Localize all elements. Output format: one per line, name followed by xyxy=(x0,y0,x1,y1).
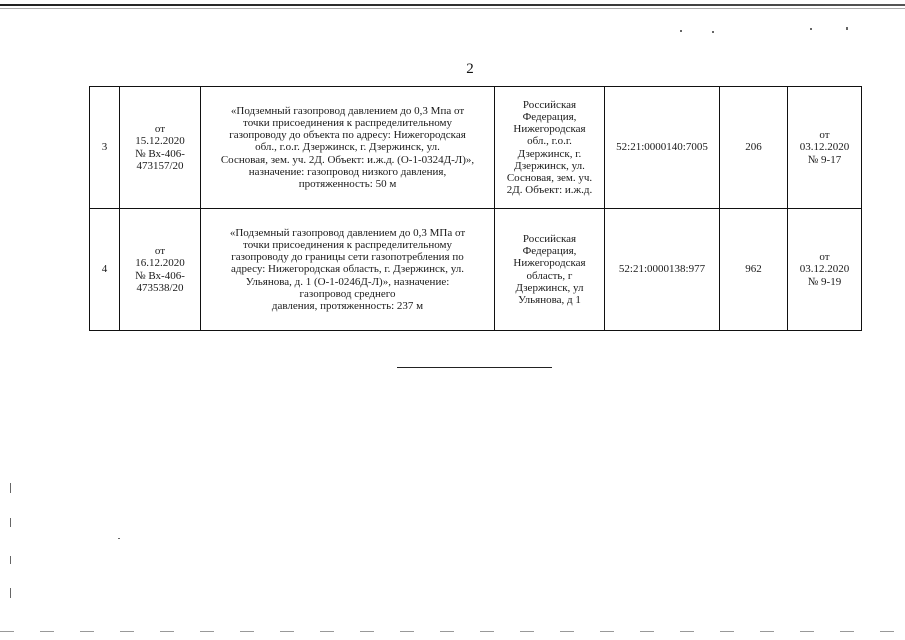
registry-table xyxy=(89,86,862,331)
scan-speck xyxy=(846,27,848,30)
request-date: от 16.12.2020 № Вх-406- 473538/20 xyxy=(120,209,201,331)
object-description: «Подземный газопровод давлением до 0,3 МПа от точки присоединения к распределительному газопроводу до границы сети газопотребления по адресу: Нижегородская область, г. Дзержинск, ул. Ульянова, д. 1 (О-1-0246Д-Л)», назначение: газопровод среднего давления, протяженность: 237 м xyxy=(201,209,495,331)
scan-speck xyxy=(680,30,682,32)
scan-speck xyxy=(118,538,120,539)
object-location: Российская Федерация, Нижегородская область, г Дзержинск, ул Ульянова, д 1 xyxy=(495,209,605,331)
count-value: 206 xyxy=(720,87,788,209)
scan-speck xyxy=(712,31,714,33)
top-border-shadow xyxy=(0,8,905,9)
count-value: 962 xyxy=(720,209,788,331)
cadastral-number: 52:21:0000138:977 xyxy=(605,209,720,331)
table-row xyxy=(90,209,862,331)
scan-speck xyxy=(10,588,11,598)
row-number: 3 xyxy=(90,87,120,209)
scan-speck xyxy=(10,556,11,564)
object-description: «Подземный газопровод давлением до 0,3 Мпа от точки присоединения к распределительному газопроводу до объекта по адресу: Нижегородская обл., г.о.г. Дзержинск, г. Дзержинск, ул. Сосновая, зем. уч. 2Д. Объект: и.ж.д. (О-1-0324Д-Л)», назначение: газопровод низкого давления, протяженность: 50 м xyxy=(201,87,495,209)
scan-speck xyxy=(810,28,812,30)
registration-date: от 03.12.2020 № 9-17 xyxy=(788,87,862,209)
end-of-document-line xyxy=(397,367,552,368)
bottom-scan-artifact xyxy=(0,631,905,632)
row-number: 4 xyxy=(90,209,120,331)
request-date: от 15.12.2020 № Вх-406- 473157/20 xyxy=(120,87,201,209)
object-location: Российская Федерация, Нижегородская обл., г.о.г. Дзержинск, г. Дзержинск, ул. Сосновая, зем. уч. 2Д. Объект: и.ж.д. xyxy=(495,87,605,209)
scan-speck xyxy=(10,518,11,527)
top-border-line xyxy=(0,4,905,6)
table-row xyxy=(90,87,862,209)
registration-date: от 03.12.2020 № 9-19 xyxy=(788,209,862,331)
cadastral-number: 52:21:0000140:7005 xyxy=(605,87,720,209)
page-number: 2 xyxy=(466,61,474,77)
scan-speck xyxy=(10,483,11,493)
